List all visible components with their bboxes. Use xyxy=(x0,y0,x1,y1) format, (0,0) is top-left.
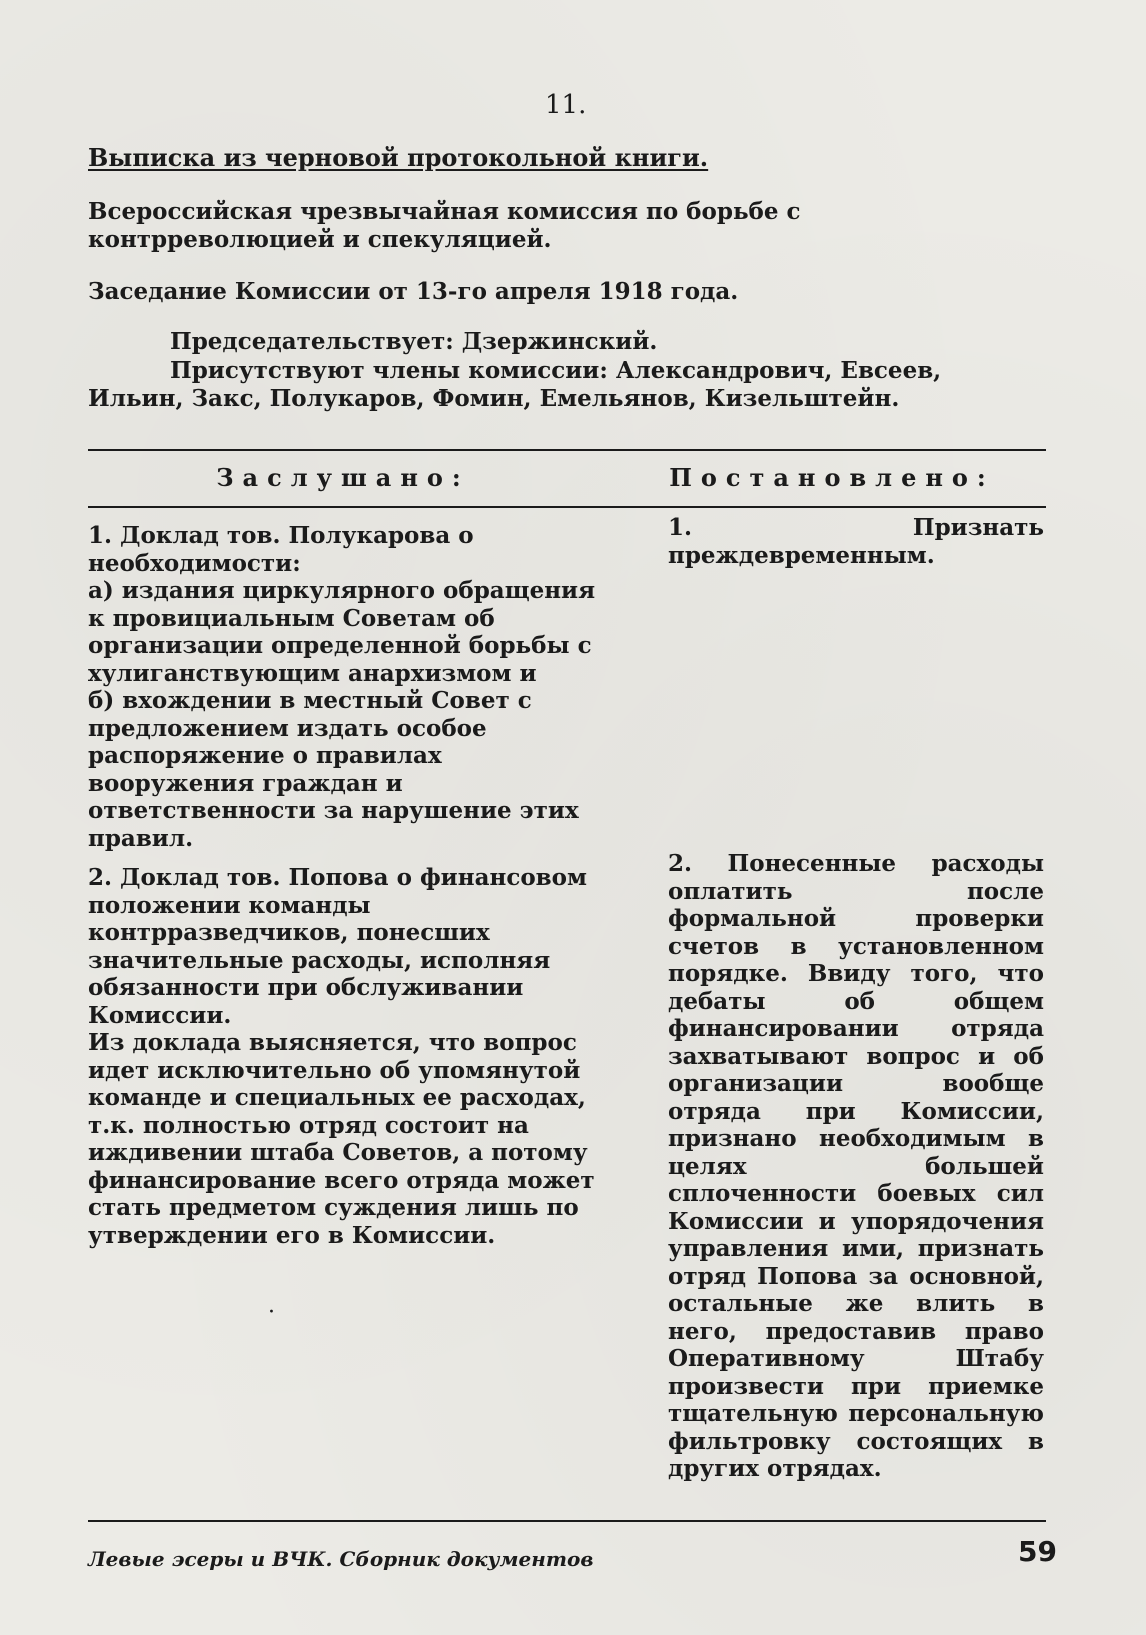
organization-name xyxy=(88,198,888,254)
organization-name-line-2: контрреволюцией и спекуляцией. xyxy=(88,226,552,253)
session-date: Заседание Комиссии от 13-го апреля 1918 года. xyxy=(88,278,739,305)
resolved-column-heading: Постановлено: xyxy=(669,463,995,492)
resolved-item-2: 2. Понесенные расходы оплатить после формальной проверки счетов в установленном порядке. Ввиду того, что дебаты об общем финансировании отряда захватывают вопрос и об организации вообще отряда при Комиссии, признано необходимым в целях большей сплоченности боевых сил Комиссии и упорядочения управления ими, признать отряд Попова за основной, остальные же влить в него, предоставив право Оперативному Штабу произвести при приемке тщательную персональную фильтровку состоящих в других отрядах. xyxy=(668,850,1044,1482)
table-top-rule xyxy=(88,449,1046,451)
resolved-item-1: 1. Признать преждевременным. xyxy=(668,514,1044,569)
page-number: 59 xyxy=(1018,1535,1057,1568)
stray-mark: · xyxy=(268,1300,275,1325)
document-number: 11. xyxy=(545,90,587,120)
book-title: Левые эсеры и ВЧК. Сборник документов xyxy=(88,1547,594,1571)
document-title: Выписка из черновой протокольной книги. xyxy=(88,143,709,172)
organization-name-line-1: Всероссийская чрезвычайная комиссия по борьбе с xyxy=(88,198,801,225)
heard-item-1-b: б) вхождении в местный Совет с предложением издать особое распоряжение о правилах вооружения граждан и ответственности за нарушение этих правил. xyxy=(88,687,579,852)
heard-item-1-intro: 1. Доклад тов. Полукарова о необходимости: xyxy=(88,522,474,577)
footer-rule xyxy=(88,1520,1046,1522)
heard-item-1-a: а) издания циркулярного обращения к провициальным Советам об организации определенной борьбы с хулиганствующим анархизмом и xyxy=(88,577,596,687)
heard-item-2: 2. Доклад тов. Попова о финансовом положении команды контрразведчиков, понесших значительные расходы, исполняя обязанности при обслуживании Комиссии. xyxy=(88,864,587,1029)
attendees-list: Присутствуют члены комиссии: Александрович, Евсеев, Ильин, Закс, Полукаров, Фомин, Емельянов, Кизельштейн. xyxy=(88,357,942,412)
table-header-rule xyxy=(88,506,1046,508)
heard-item-2-continuation: Из доклада выясняется, что вопрос идет исключительно об упомянутой команде и специальных ее расходах, т.к. полностью отряд состоит на иждивении штаба Советов, а потому финансирование всего отряда может стать предметом суждения лишь по утверждении его в Комиссии. xyxy=(88,1029,595,1249)
chairperson: Председательствует: Дзержинский. xyxy=(170,328,658,355)
heard-column xyxy=(88,522,608,1249)
heard-column-heading: Заслушано: xyxy=(216,463,470,492)
